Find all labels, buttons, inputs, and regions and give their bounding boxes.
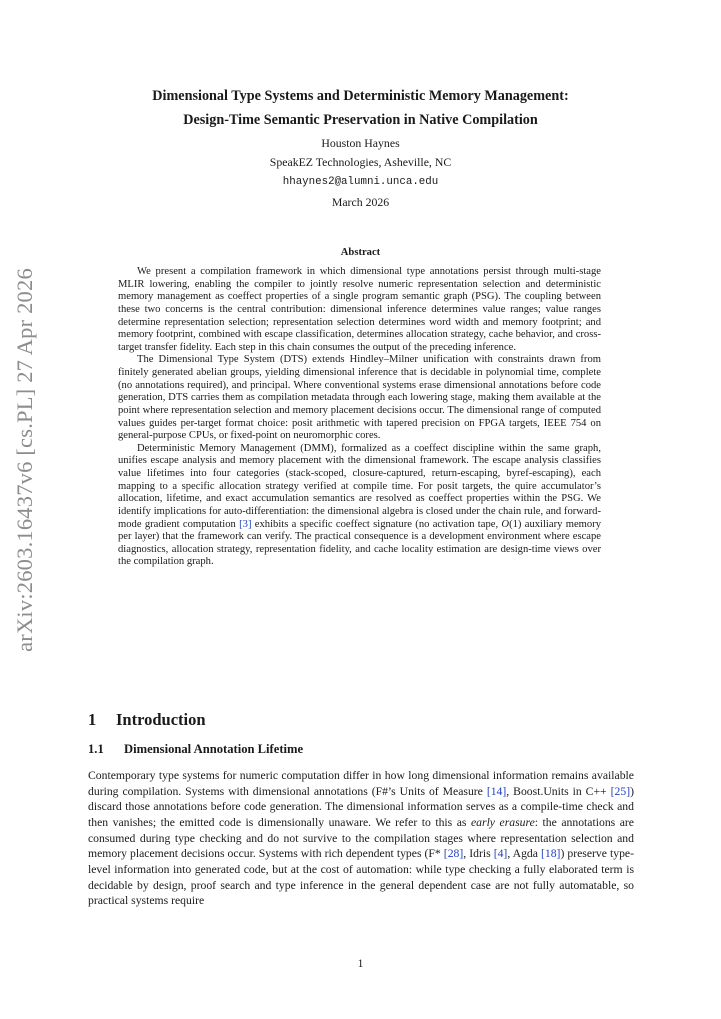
citation-link[interactable]: [3] — [239, 518, 252, 530]
subsection-title: Dimensional Annotation Lifetime — [124, 742, 304, 756]
body-text: ) preserve type-level information into generated code, but at the cost of automation: while type checking a fully elaborated term is decidable by design, proof search and type inference in the general dependent case are not fully automatable, so practical systems require — [88, 847, 634, 908]
body-text: , Idris — [463, 847, 494, 861]
arxiv-identifier: arXiv:2603.16437v6 [cs.PL] 27 Apr 2026 — [12, 268, 37, 652]
citation-link[interactable]: [18] — [540, 847, 561, 861]
abstract-text: Deterministic Memory Management (DMM), formalized as a coeffect discipline within the same graph, unifies escape analysis and memory placement with the dimensional framework. The escape analysis classifies value lifetimes into four categories (stack-scoped, closure-captured, return-escaping, byref-escaping), each mapping to a specific allocation strategy verified at compile time. For posit targets, the quire accumulator’s allocation, lifetime, and exact accumulation semantics are resolved as coeffect properties within the PSG. We identify implications for auto-differentiation: the dimensional algebra is closed under the chain rule, and forward-mode gradient computation — [118, 442, 601, 530]
abstract-paragraph-1: We present a compilation framework in which dimensional type annotations persist through multi-stage MLIR lowering, enabling the compiler to jointly resolve numeric representation selection and deterministic memory management as coeffect properties of a single program semantic graph (PSG). The coupling between these two concerns is the central contribution: dimensional inference determines value ranges; value ranges determine representation selection; representation selection determines word width and memory footprint; and memory footprint, combined with escape classification, determines allocation strategy, cache behavior, and cross-target transfer fidelity. Each step in this chain consumes the output of the preceding inference. — [118, 266, 601, 353]
abstract-text: (1) auxiliary memory per layer) that the framework can verify. The practical consequence is a development environment where escape diagnostics, allocation strategy, representation fidelity, and cache locality estimation are design-time views over the compilation graph. — [118, 518, 602, 568]
subsection-number: 1.1 — [88, 742, 104, 756]
section-heading — [88, 710, 206, 730]
citation-link[interactable]: [14] — [486, 784, 507, 798]
emphasis-term: early erasure — [470, 815, 535, 829]
abstract-paragraph-2: The Dimensional Type System (DTS) extends Hindley–Milner unification with constraints drawn from finitely generated abelian groups, yielding dimensional inference that is decidable in polynomial time, complete (no annotations required), and principal. Where conventional systems erase dimensional annotations before code generation, DTS carries them as compilation metadata through each lowering stage, making them available at the point where representation selection and memory placement decisions occur. The dimensional range of computed values guides per-target format choice: posit arithmetic with tapered precision on FPGA targets, IEEE 754 on general-purpose CPUs, or fixed-point on neuromorphic cores. — [118, 354, 601, 442]
big-o-symbol: O — [501, 518, 510, 530]
body-text: : the annotations are consumed during type checking and do not survive to the compilation stages where representation selection and memory placement decisions occur. Systems with rich dependent types (F* — [88, 815, 634, 861]
author-name: Houston Haynes — [321, 136, 400, 150]
citation-link[interactable]: [28] — [443, 847, 464, 861]
section-title: Introduction — [116, 710, 206, 729]
abstract-body — [118, 266, 601, 569]
author-email: hhaynes2@alumni.unca.edu — [282, 176, 439, 188]
abstract-paragraph-3 — [118, 443, 601, 569]
arxiv-sidebar — [2, 230, 48, 690]
intro-paragraph — [88, 768, 634, 909]
citation-link[interactable]: [25] — [610, 784, 631, 798]
paper-title-line-1: Dimensional Type Systems and Deterministic Memory Management: — [152, 88, 569, 104]
body-text: , Boost.Units in C++ — [506, 784, 611, 798]
author-affiliation: SpeakEZ Technologies, Asheville, NC — [269, 155, 452, 169]
abstract-text: exhibits a specific coeffect signature (no activation tape, — [251, 518, 502, 530]
section-number: 1 — [88, 710, 97, 729]
abstract-heading: Abstract — [340, 247, 381, 258]
page-number: 1 — [357, 958, 364, 970]
paper-title-line-2: Design-Time Semantic Preservation in Native Compilation — [183, 112, 538, 128]
subsection-heading — [88, 742, 303, 757]
citation-link[interactable]: [4] — [493, 847, 508, 861]
body-text: , Agda — [507, 847, 541, 861]
body-text: Contemporary type systems for numeric computation differ in how long dimensional information remains available during compilation. Systems with dimensional annotations (F#’s Units of Measure — [88, 769, 634, 798]
body-text: ) discard those annotations before code generation. The dimensional information serves as a compile-time check and then vanishes; the emitted code is dimensionally unaware. We refer to this as — [88, 784, 634, 829]
paper-date: March 2026 — [331, 195, 390, 209]
